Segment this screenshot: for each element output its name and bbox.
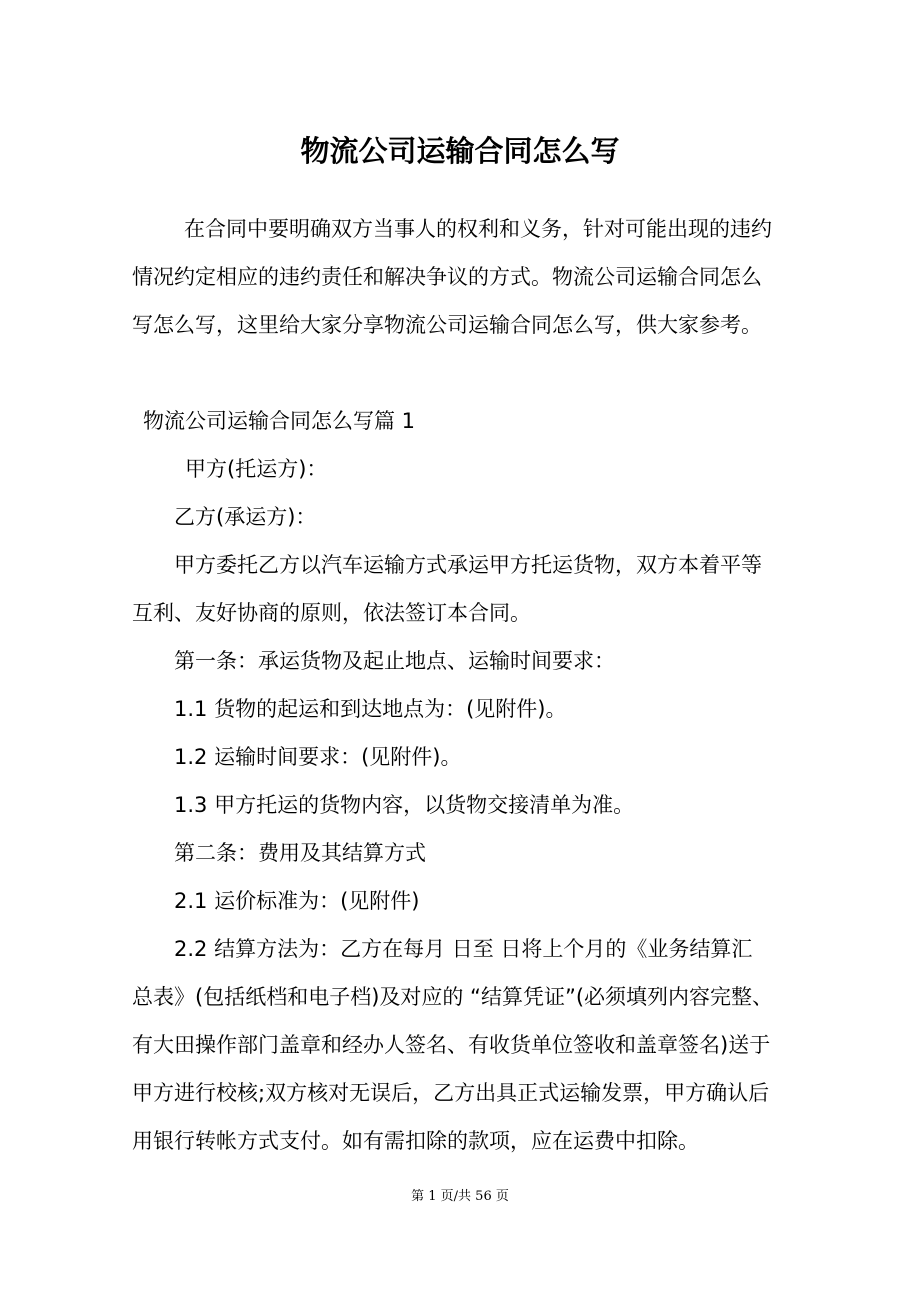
- article-2-item-2-line-3: 有大田操作部门盖章和经办人签名、有收货单位签收和盖章签名)送于: [132, 1033, 771, 1057]
- party-b-label: 乙方(承运方)：: [174, 505, 317, 529]
- article-2-item-1: 2.1 运价标准为：(见附件): [174, 889, 420, 913]
- preamble-line-2: 互利、友好协商的原则，依法签订本合同。: [132, 601, 531, 625]
- article-2-item-2-line-5: 用银行转帐方式支付。如有需扣除的款项，应在运费中扣除。: [132, 1129, 699, 1153]
- article-1-item-3: 1.3 甲方托运的货物内容，以货物交接清单为准。: [174, 793, 635, 817]
- article-1-item-1: 1.1 货物的起运和到达地点为：(见附件)。: [174, 697, 567, 721]
- article-2-item-2-line-1: 2.2 结算方法为：乙方在每月 日至 日将上个月的《业务结算汇: [174, 937, 753, 961]
- document-title: 物流公司运输合同怎么写: [300, 134, 620, 168]
- page-number: 第 1 页/共 56 页: [411, 1189, 509, 1204]
- intro-line-2: 情况约定相应的违约责任和解决争议的方式。物流公司运输合同怎么: [132, 265, 762, 289]
- article-1-item-2: 1.2 运输时间要求：(见附件)。: [174, 745, 462, 769]
- party-a-label: 甲方(托运方)：: [185, 457, 328, 481]
- preamble-line-1: 甲方委托乙方以汽车运输方式承运甲方托运货物，双方本着平等: [174, 553, 762, 577]
- article-1-heading: 第一条：承运货物及起止地点、运输时间要求：: [174, 649, 615, 673]
- article-2-item-2-line-4: 甲方进行校核;双方核对无误后，乙方出具正式运输发票，甲方确认后: [132, 1081, 770, 1105]
- intro-line-1: 在合同中要明确双方当事人的权利和义务，针对可能出现的违约: [184, 217, 772, 241]
- article-2-item-2-line-2: 总表》(包括纸档和电子档)及对应的 “结算凭证”(必须填列内容完整、: [132, 985, 774, 1009]
- intro-line-3: 写怎么写，这里给大家分享物流公司运输合同怎么写，供大家参考。: [132, 313, 762, 337]
- section-heading: 物流公司运输合同怎么写篇 1: [143, 409, 416, 433]
- article-2-heading: 第二条：费用及其结算方式: [174, 841, 426, 865]
